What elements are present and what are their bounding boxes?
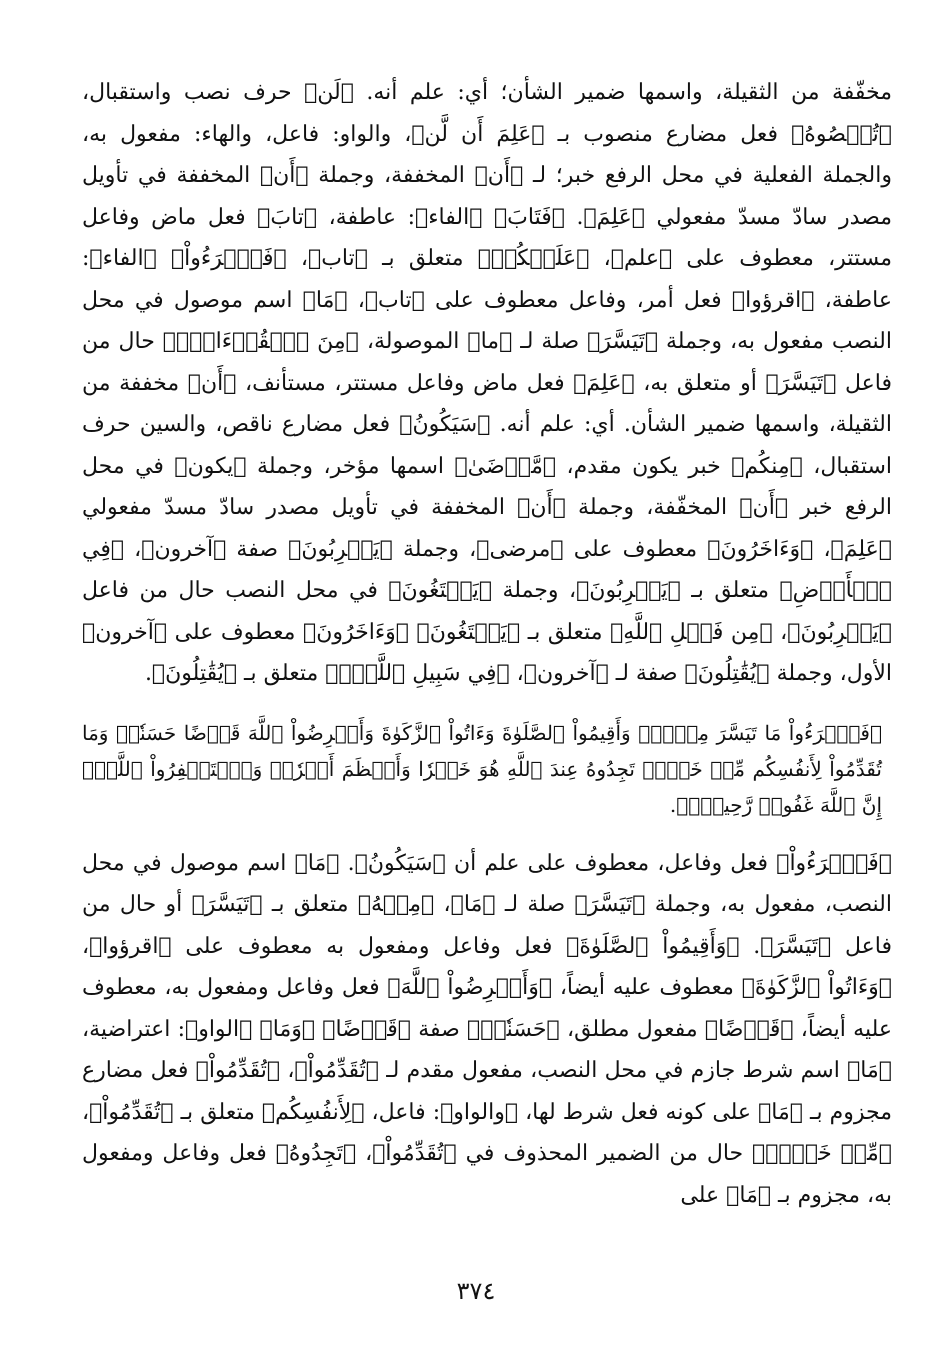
paragraph-1: مخفّفة من الثقيلة، واسمها ضمير الشأن؛ أي: علم أنه. ﴿لَن﴾ حرف نصب واستقبال، ﴿تُحۡصُوهُ﴾ فعل مضارع منصوب بـ ﴿عَلِمَ أَن لَّن﴾، والواو: فاعل، والهاء: مفعول به، والجملة الفعلية في محل الرفع خبر؛ لـ ﴿أَن﴾ المخففة، وجملة ﴿أَن﴾ المخففة في تأويل مصدر سادّ مسدّ مفعولي ﴿عَلِمَ﴾. ﴿فَتَابَ﴾ ﴿الفاء﴾: عاطفة، ﴿تابَ﴾ فعل ماض وفاعل مستتر، معطوف على ﴿علم﴾، ﴿عَلَيۡكُمۡ﴾ متعلق بـ ﴿تاب﴾، ﴿فَٱقۡرَءُواْ﴾ ﴿الفاء﴾: عاطفة، ﴿اقرؤوا﴾ فعل أمر، وفاعل معطوف على ﴿تاب﴾، ﴿مَا﴾ اسم موصول في محل النصب مفعول به، وجملة ﴿تَيَسَّرَ﴾ صلة لـ ﴿ما﴾ الموصولة، ﴿مِنَ ٱلۡقُرۡءَانِۚ﴾ حال من فاعل ﴿تَيَسَّرَ﴾ أو متعلق به، ﴿عَلِمَ﴾ فعل ماض وفاعل مستتر، مستأنف، ﴿أَن﴾ مخففة من الثقيلة، واسمها ضمير الشأن. أي: علم أنه. ﴿سَيَكُونُ﴾ فعل مضارع ناقص، والسين حرف استقبال، ﴿مِنكُم﴾ خبر يكون مقدم، ﴿مَّرۡضَىٰ﴾ اسمها مؤخر، وجملة ﴿يكون﴾ في محل الرفع خبر ﴿أَن﴾ المخفّفة، وجملة ﴿أَن﴾ المخففة في تأويل مصدر سادّ مسدّ مفعولي ﴿عَلِمَ﴾، ﴿وَءَاخَرُونَ﴾ معطوف على ﴿مرضى﴾، وجملة ﴿يَضۡرِبُونَ﴾ صفة ﴿آخرون﴾، ﴿فِي ٱلۡأَرۡضِ﴾ متعلق بـ ﴿يَضۡرِبُونَ﴾، وجملة ﴿يَبۡتَغُونَ﴾ في محل النصب حال من فاعل ﴿يَضۡرِبُونَ﴾، ﴿مِن فَضۡلِ ٱللَّهِ﴾ متعلق بـ ﴿يَبۡتَغُونَ﴾ ﴿وَءَاخَرُونَ﴾ معطوف على ﴿آخرون﴾ الأول، وجملة ﴿يُقَٰتِلُونَ﴾ صفة لـ ﴿آخرون﴾، ﴿فِي سَبِيلِ ٱللَّهِۖ﴾ متعلق بـ ﴿يُقَٰتِلُونَ﴾. (82, 80, 892, 686)
quran-verse: ﴿فَٱقۡرَءُواْ مَا تَيَسَّرَ مِنۡهُۚ وَأَقِيمُواْ ٱلصَّلَوٰةَ وَءَاتُواْ ٱلزَّكَوٰةَ وَأَقۡرِضُواْ ٱللَّهَ قَرۡضًا حَسَنٗاۚ وَمَا تُقَدِّمُواْ لِأَنفُسِكُم مِّنۡ خَيۡرٖ تَجِدُوهُ عِندَ ٱللَّهِ هُوَ خَيۡرٗا وَأَعۡظَمَ أَجۡرٗاۚ وَٱسۡتَغۡفِرُواْ ٱللَّهَۖ إِنَّ ٱللَّهَ غَفُورٞ رَّحِيمُۢ﴾. (82, 720, 882, 817)
page-body (82, 72, 892, 1216)
page-number: ٣٧٤ (456, 1277, 496, 1305)
paragraph-2: ﴿فَٱقۡرَءُواْ﴾ فعل وفاعل، معطوف على علم أن ﴿سَيَكُونُ﴾. ﴿مَا﴾ اسم موصول في محل النصب، مفعول به، وجملة ﴿تَيَسَّرَ﴾ صلة لـ ﴿مَا﴾، ﴿مِنۡهُ﴾ متعلق بـ ﴿تَيَسَّرَ﴾ أو حال من فاعل ﴿تَيَسَّرَ﴾. ﴿وَأَقِيمُواْ ٱلصَّلَوٰةَ﴾ فعل وفاعل ومفعول به معطوف على ﴿اقرؤوا﴾، ﴿وَءَاتُواْ ٱلزَّكَوٰةَ﴾ معطوف عليه أيضاً، ﴿وَأَقۡرِضُواْ ٱللَّهَ﴾ فعل وفاعل ومفعول به، معطوف عليه أيضاً، ﴿قَرۡضًا﴾ مفعول مطلق، ﴿حَسَنٗاۚ﴾ صفة ﴿قَرۡضًا﴾ ﴿وَمَا﴾ ﴿الواو﴾: اعتراضية، ﴿مَا﴾ اسم شرط جازم في محل النصب، مفعول مقدم لـ ﴿تُقَدِّمُواْ﴾، ﴿تُقَدِّمُواْ﴾ فعل مضارع مجزوم بـ ﴿مَا﴾ على كونه فعل شرط لها، ﴿والواو﴾: فاعل، ﴿لِأَنفُسِكُم﴾ متعلق بـ ﴿تُقَدِّمُواْ﴾، ﴿مِّنۡ خَيۡرٖ﴾ حال من الضمير المحذوف في ﴿تُقَدِّمُواْ﴾، ﴿تَجِدُوهُ﴾ فعل وفاعل ومفعول به، مجزوم بـ ﴿مَا﴾ على (82, 850, 893, 1208)
